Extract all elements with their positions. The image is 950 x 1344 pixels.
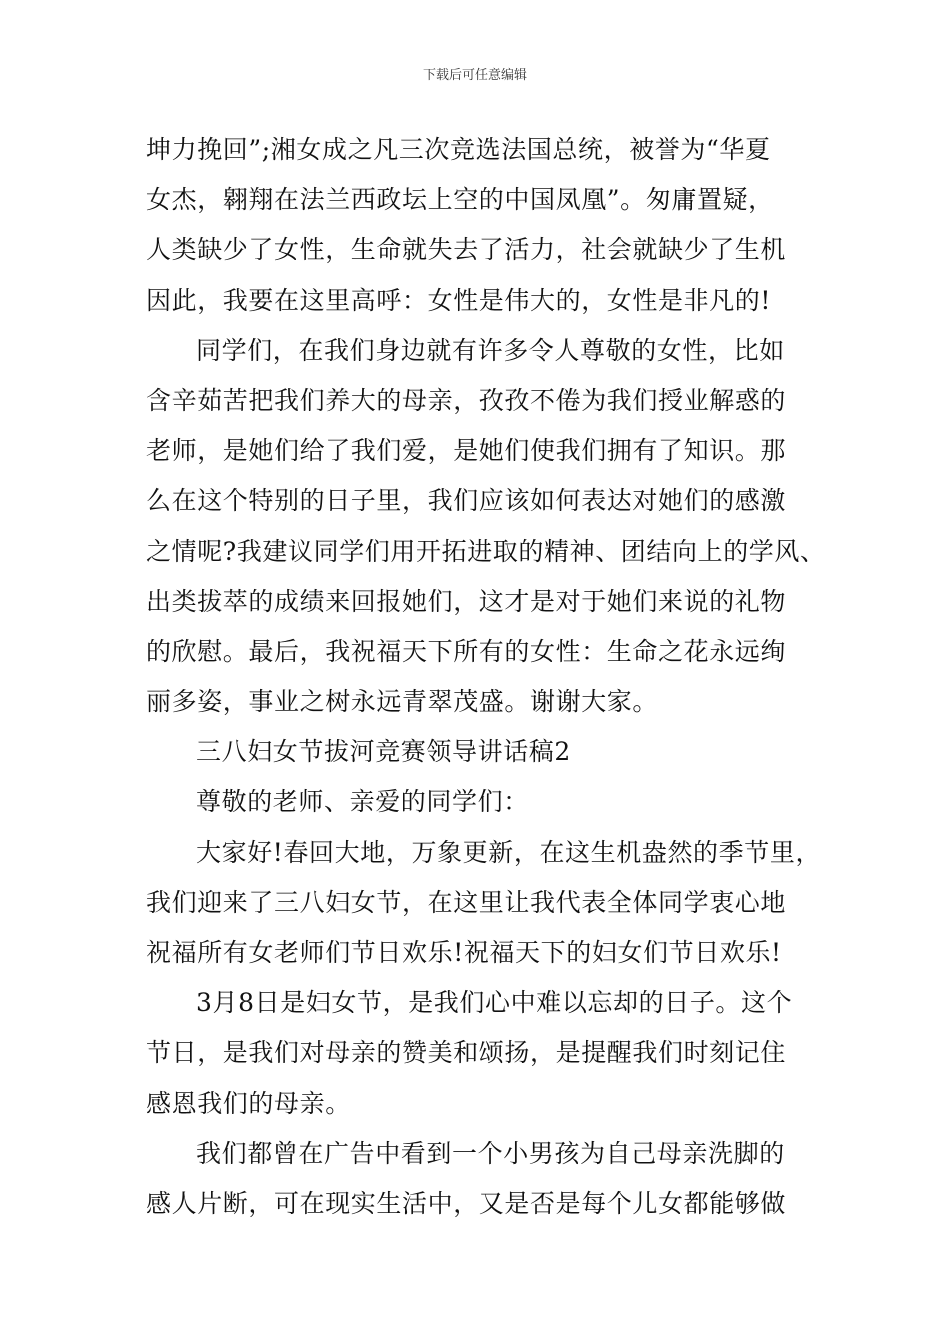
text-line: 祝福所有女老师们节日欢乐!祝福天下的妇女们节日欢乐! <box>146 938 782 967</box>
text-line: 三八妇女节拔河竞赛领导讲话稿2 <box>196 737 571 767</box>
text-line: 同学们，在我们身边就有许多令人尊敬的女性，比如 <box>196 335 785 365</box>
text-line: 的欣慰。最后，我祝福天下所有的女性：生命之花永远绚 <box>146 636 787 666</box>
text-line: 尊敬的老师、亲爱的同学们： <box>196 787 529 817</box>
text-line: 女杰，翱翔在法兰西政坛上空的中国凤凰”。匆庸置疑， <box>146 185 774 215</box>
text-line: 我们都曾在广告中看到一个小男孩为自己母亲洗脚的 <box>196 1138 785 1168</box>
text-line: 老师，是她们给了我们爱，是她们使我们拥有了知识。那 <box>146 436 787 466</box>
text-line: 感恩我们的母亲。 <box>146 1088 351 1118</box>
text-line: 感人片断，可在现实生活中，又是否是每个儿女都能够做 <box>146 1188 787 1218</box>
text-line: 出类拔萃的成绩来回报她们，这才是对于她们来说的礼物 <box>146 586 787 616</box>
text-line: 我们迎来了三八妇女节，在这里让我代表全体同学衷心地 <box>146 887 787 917</box>
document-body <box>146 125 826 1229</box>
text-line: 3月8日是妇女节，是我们心中难以忘却的日子。这个 <box>196 988 793 1018</box>
text-line: 因此，我要在这里高呼：女性是伟大的，女性是非凡的! <box>146 285 772 315</box>
text-line: 大家好!春回大地，万象更新，在这生机盎然的季节里， <box>196 837 822 867</box>
text-line: 之情呢?我建议同学们用开拓进取的精神、团结向上的学风、 <box>146 536 826 566</box>
text-line: 么在这个特别的日子里，我们应该如何表达对她们的感激 <box>146 486 787 516</box>
page-header: 下载后可任意编辑 <box>422 68 527 83</box>
text-line: 人类缺少了女性，生命就失去了活力，社会就缺少了生机 <box>146 235 787 265</box>
text-line: 坤力挽回”;湘女成之凡三次竞选法国总统，被誉为“华夏 <box>146 135 771 164</box>
text-line: 丽多姿，事业之树永远青翠茂盛。谢谢大家。 <box>146 687 659 717</box>
text-line: 含辛茹苦把我们养大的母亲，孜孜不倦为我们授业解惑的 <box>146 385 787 415</box>
text-line: 节日，是我们对母亲的赞美和颂扬，是提醒我们时刻记住 <box>146 1038 787 1068</box>
